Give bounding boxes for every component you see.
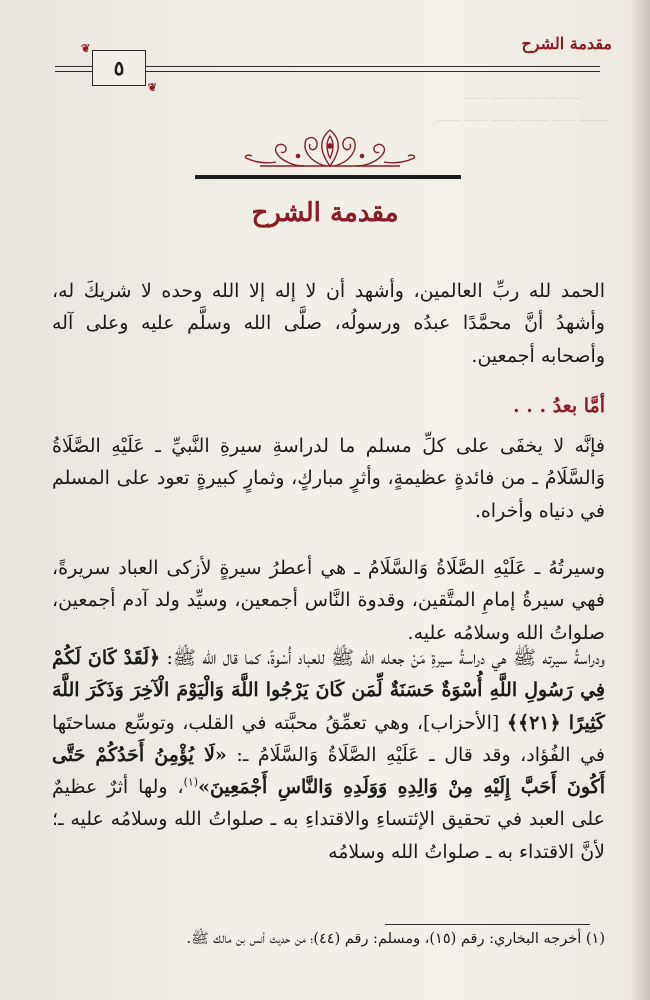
paragraph-study (52, 642, 605, 868)
section-title: مقدمة الشرح (251, 198, 399, 228)
page-number-box (81, 42, 157, 94)
running-header-title: مقدمة الشرح (521, 34, 612, 53)
title-rule (195, 175, 461, 179)
quran-verse: ﴿لَقَدْ كَانَ لَكُمْ فِي رَسُولِ اللَّهِ أُسْوَةٌ حَسَنَةٌ لِّمَن كَانَ يَرْجُوا اللَّهَ وَالْيَوْمَ الْآخِرَ وَذَكَرَ اللَّهَ كَثِيرًا ﴿٢١﴾﴾ (52, 647, 605, 734)
paragraph-sirah (52, 552, 605, 649)
page-edge-shadow (630, 0, 650, 1000)
footnote-marker: (١) (183, 775, 199, 789)
paragraph-text: وسيرتُهُ ـ عَلَيْهِ الصَّلَاةُ وَالسَّلَامُ ـ هي أعطرُ سيرةٍ لأزكى العباد سريرةً، فهي سيرةُ إمامِ المتَّقين، وقدوة النَّاس أجمعين، وسيِّد ولد آدم أجمعين، صلواتُ الله وسلامُه عليه. (52, 557, 605, 644)
footnote: (١) أخرجه البخاري: رقم (١٥)، ومسلم: رقم (٤٤)؛ من حديث أنس بن مالك ﷺ. (186, 931, 605, 947)
paragraph-text-part: ، ولها أثرٌ عظيمٌ على العبد في تحقيق الإئتساءِ والاقتداءِ به ـ صلواتُ الله وسلامُه عليه ـ؛ لأنَّ الاقتداء به ـ صلواتُ الله وسلامُه (52, 776, 605, 863)
paragraph-opening (52, 275, 605, 372)
corner-ornament-icon: ❦ (147, 81, 157, 94)
paragraph-text: فإنَّه لا يخفَى على كلِّ مسلم ما لدراسةِ سيرةِ النَّبيِّ ـ عَلَيْهِ الصَّلَاةُ وَالسَّلَامُ ـ من فائدةٍ عظيمةٍ، وأثرٍ مباركٍ، وثمارٍ كبيرةٍ تعود على المسلم في دنياه وأخراه. (52, 435, 605, 522)
floral-ornament-icon (240, 122, 420, 170)
amma-baad-heading: أمَّا بعدُ . . . (513, 395, 605, 417)
footnote-rule (385, 924, 590, 925)
paragraph-text-part: [الأحزاب]، وهي تعمِّقُ محبَّته في القلب، وتوسِّع مساحتَها في الفُؤاد، وقد قال ـ عَلَيْهِ الصَّلَاةُ وَالسَّلَامُ ـ: (52, 711, 605, 766)
paragraph-text (52, 642, 605, 868)
bleed-through-text: ـــــ ـــ ـــــــ ـــــ ــــــ (464, 88, 580, 103)
paragraph-benefit (52, 430, 605, 527)
paragraph-text: الحمد لله ربِّ العالمين، وأشهد أن لا إله إلا الله وحده لا شريكَ له، وأشهدُ أنَّ محمَّدًا عبدُه ورسولُه، صلَّى الله وسلَّم عليه وعلى آله وأصحابه أجمعين. (52, 280, 605, 367)
paragraph-text-part: ودراسةُ سيرته ﷺ هي دراسةُ سيرةِ مَنْ جعله الله ﷺ للعباد أُسْوةً، كما قال الله ﷺ: (166, 647, 606, 669)
page-number: ٥ (113, 56, 125, 80)
bleed-through-text: ــــــــ ــــــ ـــــــ ـــــــ ــــــ ــــــ (436, 110, 610, 125)
corner-ornament-icon: ❦ (81, 42, 91, 55)
hadith-quote: «لَا يُؤْمِنُ أَحَدُكُمْ حَتَّى أَكُونَ أَحَبَّ إِلَيْهِ مِنْ وَالِدِهِ وَوَلَدِهِ وَالنَّاسِ أَجْمَعِينَ» (52, 743, 605, 799)
